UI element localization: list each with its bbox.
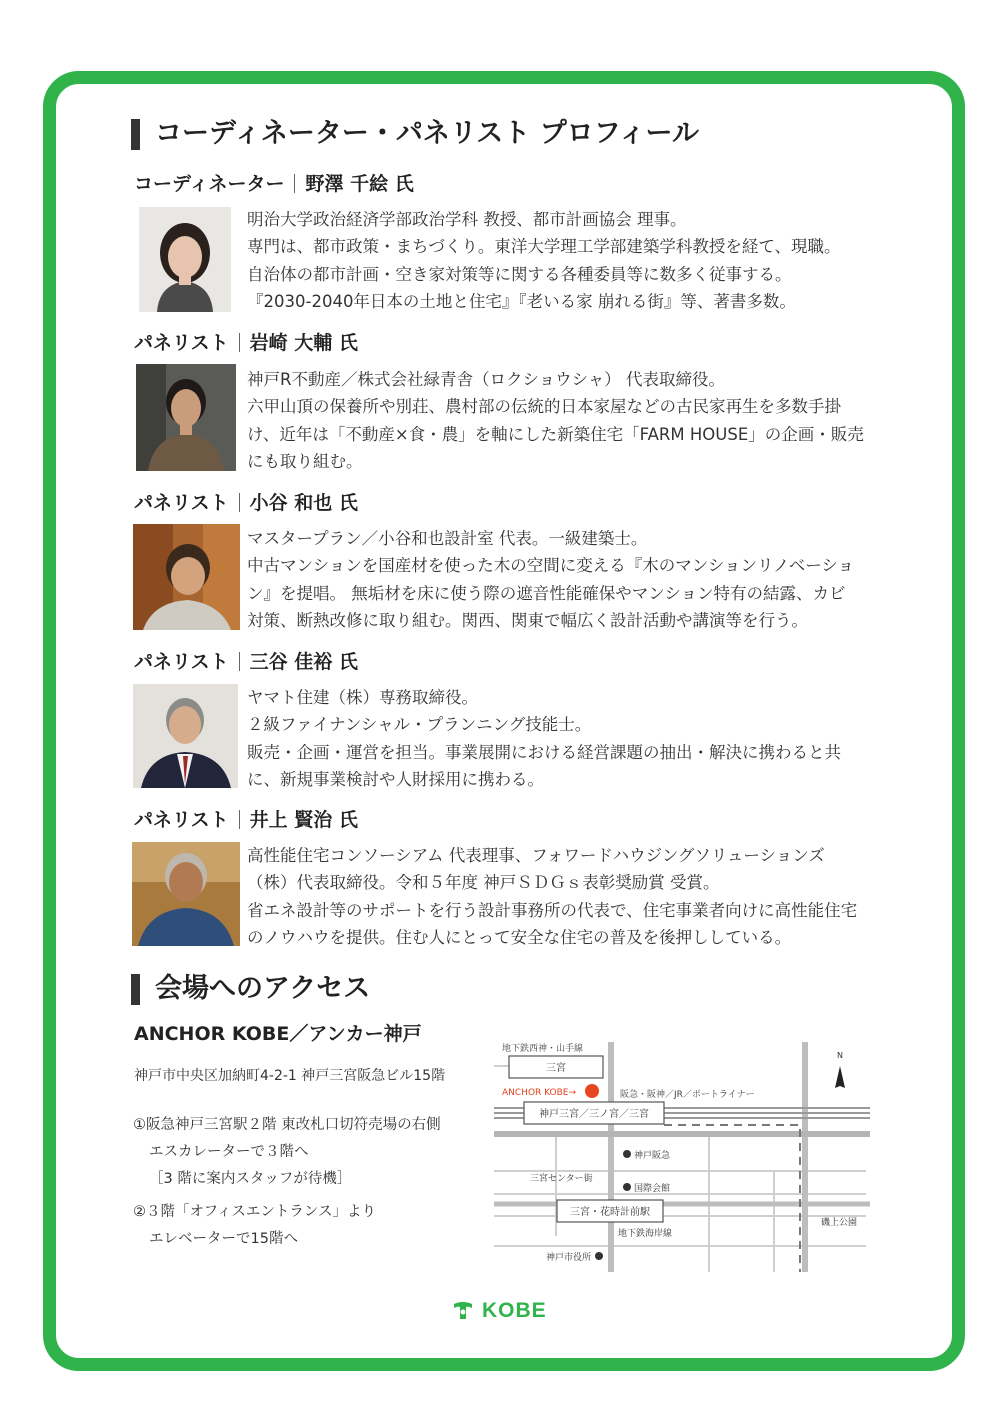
map-north-label: N — [837, 1051, 843, 1060]
bio-line: 高性能住宅コンソーシアム 代表理事、フォワードハウジングソリューションズ — [247, 846, 825, 865]
map-dot-kobe-hankyu — [623, 1150, 631, 1158]
person-name: 三谷 佳裕 氏 — [249, 651, 358, 673]
direction-step-1c: ［3 階に案内スタッフが待機］ — [149, 1171, 352, 1187]
role-label: コーディネーター — [134, 173, 285, 195]
photo-nozawa — [139, 207, 231, 312]
direction-step-1b: エスカレーターで３階へ — [149, 1144, 309, 1160]
role-label: パネリスト — [134, 809, 229, 831]
person-name: 野澤 千絵 氏 — [305, 173, 414, 195]
bio-line: ヤマト住建（株）専務取締役。 — [247, 688, 478, 707]
bio-mitani — [247, 684, 877, 793]
bio-line: 対策、断熱改修に取り組む。関西、関東で幅広く設計活動や講演等を行う。 — [247, 610, 808, 630]
person-heading-3 — [134, 491, 358, 515]
direction-step-2: ②３階「オフィスエントランス」より — [133, 1204, 376, 1220]
bio-line: ン』を提唱。 無垢材を床に使う際の遮音性能確保やマンション特有の結露、カビ — [247, 583, 846, 603]
north-arrow-icon — [835, 1066, 845, 1088]
access-map — [494, 1036, 870, 1272]
access-heading: 会場へのアクセス — [131, 971, 370, 1007]
bio-nozawa — [247, 206, 877, 315]
photo-mitani — [133, 684, 238, 788]
map-dot-cityhall — [595, 1252, 603, 1260]
profiles-heading: コーディネーター・パネリスト プロフィール — [131, 116, 699, 152]
map-label-hanadokei: 三宮・花時計前駅 — [570, 1207, 650, 1218]
map-label-anchor: ANCHOR KOBE→ — [502, 1088, 577, 1098]
bio-inoue — [247, 842, 877, 951]
map-label-rail: 阪急・阪神／JR／ポートライナー — [620, 1090, 755, 1100]
role-label: パネリスト — [134, 332, 229, 354]
bio-kotani — [247, 525, 877, 634]
direction-step-1: ①阪急神戸三宮駅２階 東改札口切符売場の右側 — [133, 1117, 441, 1133]
venue-address: 神戸市中央区加納町4-2-1 神戸三宮阪急ビル15階 — [134, 1068, 446, 1084]
map-dot-kokusai — [623, 1183, 631, 1191]
bio-line: ２級ファイナンシャル・プランニング技能士。 — [247, 715, 592, 735]
person-name: 井上 賢治 氏 — [249, 809, 358, 831]
map-label-kobe-hankyu: 神戸阪急 — [634, 1151, 671, 1161]
bio-iwasaki — [247, 366, 877, 475]
map-label-cityhall: 神戸市役所 — [546, 1253, 592, 1263]
map-label-sannomiya: 三宮 — [546, 1063, 566, 1074]
person-heading-2 — [134, 331, 358, 355]
venue-name: ANCHOR KOBE／アンカー神戸 — [134, 1023, 422, 1045]
bio-line: 神戸R不動産／株式会社緑青舎（ロクショウシャ） 代表取締役。 — [247, 370, 726, 389]
bio-line: 自治体の都市計画・空き家対策等に関する各種委員等に数多く従事する。 — [247, 264, 792, 284]
bio-line: マスタープラン／小谷和也設計室 代表。一級建築士。 — [247, 529, 648, 548]
map-label-kaigan: 地下鉄海岸線 — [618, 1229, 673, 1239]
bio-line: 中古マンションを国産材を使った木の空間に変える『木のマンションリノベーショ — [247, 556, 855, 576]
direction-step-2b: エレベーターで15階へ — [149, 1231, 298, 1247]
map-label-center-street: 三宮センター街 — [530, 1174, 593, 1184]
kobe-logo-text: KOBE — [482, 1299, 547, 1322]
map-label-isogami: 磯上公園 — [821, 1218, 858, 1228]
photo-iwasaki — [136, 364, 236, 471]
role-label: パネリスト — [134, 492, 229, 514]
kobe-mark-icon — [452, 1301, 474, 1321]
map-label-kokusai: 国際会館 — [634, 1184, 671, 1194]
map-venue-marker — [585, 1084, 599, 1098]
directions — [133, 1112, 441, 1253]
person-heading-4 — [134, 650, 358, 674]
kobe-logo — [452, 1299, 547, 1323]
bio-line: 販売・企画・運営を担当。事業展開における経営課題の抽出・解決に携わると共 — [247, 742, 841, 762]
bio-line: 『2030-2040年日本の土地と住宅』『老いる家 崩れる街』等、著書多数。 — [247, 291, 796, 311]
bio-line: （株）代表取締役。令和５年度 神戸ＳＤＧｓ表彰奨励賞 受賞。 — [247, 873, 720, 893]
bio-line: け、近年は「不動産×食・農」を軸にした新築住宅「FARM HOUSE」の企画・販売 — [247, 424, 864, 444]
bio-line: 省エネ設計等のサポートを行う設計事務所の代表で、住宅事業者向けに高性能住宅 — [247, 900, 858, 920]
bio-line: にも取り組む。 — [247, 451, 363, 471]
role-label: パネリスト — [134, 651, 229, 673]
photo-kotani — [133, 524, 240, 630]
map-label-station: 神戸三宮／三ノ宮／三宮 — [539, 1109, 649, 1120]
bio-line: 六甲山頂の保養所や別荘、農村部の伝統的日本家屋などの古民家再生を多数手掛 — [247, 397, 841, 417]
person-name: 小谷 和也 氏 — [249, 492, 358, 514]
person-heading-1 — [134, 172, 414, 196]
bio-line: 明治大学政治経済学部政治学科 教授、都市計画協会 理事。 — [247, 210, 687, 229]
bio-line: 専門は、都市政策・まちづくり。東洋大学理工学部建築学科教授を経て、現職。 — [247, 237, 841, 257]
bio-line: に、新規事業検討や人財採用に携わる。 — [247, 769, 544, 789]
bio-line: のノウハウを提供。住む人にとって安全な住宅の普及を後押ししている。 — [247, 927, 792, 947]
person-heading-5 — [134, 808, 358, 832]
person-name: 岩崎 大輔 氏 — [249, 332, 358, 354]
photo-inoue — [132, 842, 240, 946]
map-label-line: 地下鉄西神・山手線 — [502, 1044, 584, 1054]
